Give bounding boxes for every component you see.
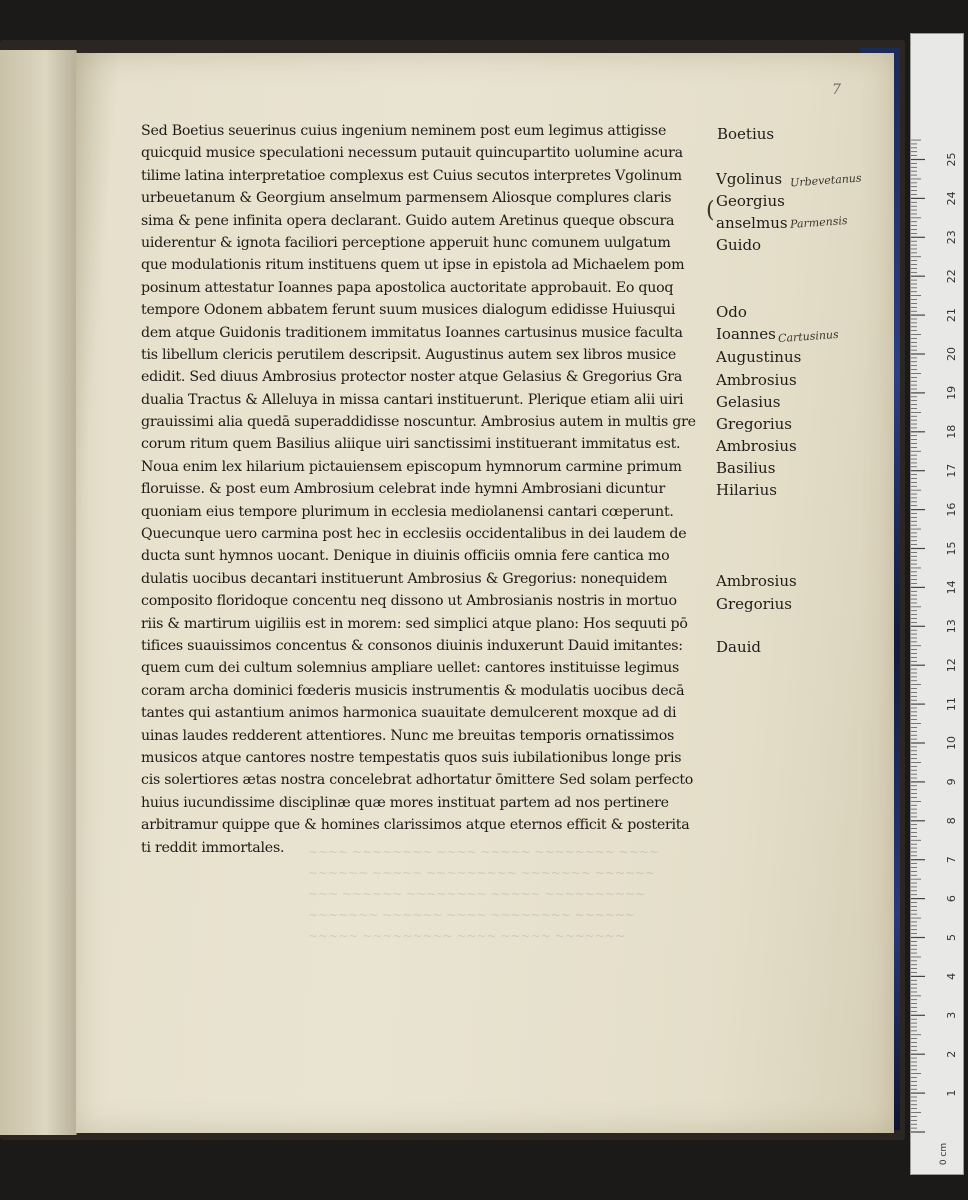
text-line: floruisse. & post eum Ambrosium celebrat inde hymni Ambrosiani dicuntur [141,481,666,498]
text-line: Noua enim lex hilarium pictauiensem episcopum hymnorum carmine primum [141,458,682,475]
text-line: tantes qui astantium animos harmonica suauitate demulcerent moxque ad di [141,705,677,722]
margin-name: Ambrosius [716,572,797,590]
ruler-number: 23 [945,230,958,245]
show-through-text: ~~~~ ~~~~~~~~ ~~~~ ~~~~~ ~~~~~~~~ ~~~~ ~~~~~~ ~~~~~ ~~~~~~~~~ ~~~~~~~ ~~~~~~ ~~~ ~~~~~~ ~~~~~~~~ ~~~~~ ~~~~~~~~~~ ~~~~~~~ ~~~~~~ ~~~~ ~~~~~~~~ ~~~~~~ ~~~~~ ~~~~~~~~~ ~~~~ ~~~~~ ~~~~~~~ [308,845,659,943]
ruler-number: 16 [945,502,958,517]
margin-name: Gregorius [716,595,792,613]
text-line: cis solertiores ætas nostra concelebrat adhortatur ōmittere Sed solam perfecto [141,772,694,789]
text-line: edidit. Sed diuus Ambrosius protector noster atque Gelasius & Gregorius Gra [141,369,683,386]
ruler-number: 25 [945,152,958,167]
text-line: quicquid musice speculationi necessum putauit quincupartito uolumine acura [141,145,683,162]
text-line: tis libellum clericis perutilem descripsit. Augustinus autem sex libros musice [141,346,676,363]
handwritten-note: Urbevetanus [789,171,862,190]
text-line: riis & martirum uigiliis est in morem: sed simplici atque plano: Hos sequuti pō [141,615,688,632]
text-line: quem cum dei cultum solemnius ampliare uellet: cantores instituisse legimus [141,660,680,677]
margin-name: Augustinus [716,348,802,366]
text-line: Sed Boetius seuerinus cuius ingenium neminem post eum legimus attigisse [141,123,667,139]
text-line: huius iucundissime disciplinæ quæ mores instituat partem ad nos pertinere [141,794,669,811]
text-line: quoniam eius tempore plurimum in ecclesia mediolanensi cantari cœperunt. [141,503,674,520]
ruler-number: 8 [945,817,958,825]
text-line: dualia Tractus & Alleluya in missa cantari instituerunt. Plerique etiam alii uiri [141,391,684,408]
text-line: ti reddit immortales. [141,839,285,856]
main-text [141,120,697,859]
ruler-number: 7 [945,856,958,864]
ruler-number: 2 [945,1050,958,1058]
ruler-number: 10 [945,736,958,750]
handwritten-note: Cartusinus [777,327,840,346]
text-line: ducta sunt hymnos uocant. Denique in diuinis officiis omnia fere cantica mo [141,548,670,565]
text-line: urbeuetanum & Georgium anselmum parmensem Aliosque complures claris [141,190,672,207]
ruler-number: 22 [945,269,958,284]
ruler-number: 14 [945,580,958,595]
ruler-unit-label: 0 cm [939,1142,950,1166]
text-line: posinum attestatur Ioannes papa apostolica auctoritate approbauit. Eo quoq [141,279,674,296]
margin-name: Dauid [716,638,762,656]
margin-name: Georgius [716,192,785,210]
margin-name: Gregorius [716,415,792,433]
margin-name: Boetius [717,125,775,143]
text-line: Quecunque uero carmina post hec in ecclesiis occidentalibus in dei laudem de [141,526,687,543]
folio-number: 7 [832,82,841,98]
text-line: uiderentur & ignota faciliori perceptione apperuit hunc comunem uulgatum [141,234,671,251]
text-line: tempore Odonem abbatem ferunt suum musices dialogum edidisse Huiusqui [141,302,676,319]
text-line: sima & pene infinita opera declarant. Guido autem Aretinus queque obscura [141,212,675,229]
ruler-number: 17 [945,463,958,478]
text-line: tifices suauissimos concentus & consonos diuinis induxerunt Dauid imitantes: [141,637,683,654]
margin-name: anselmus [716,214,788,232]
ruler-number: 19 [945,385,958,400]
text-line: grauissimi alia quedā superaddidisse noscuntur. Ambrosius autem in multis gre [141,414,696,431]
margin-name: Ambrosius [716,371,797,389]
ruler-number: 1 [945,1089,958,1097]
ruler-number: 5 [945,934,958,941]
margin-name: Gelasius [716,393,781,411]
ruler-scale [911,34,963,1174]
ruler-number: 3 [945,1011,958,1019]
ruler-number: 20 [945,347,958,361]
text-line: musicos atque cantores nostre tempestatis quos suis iubilationibus longe pris [141,749,682,766]
text-line: dulatis uocibus decantari instituerunt Ambrosius & Gregorius: nonequidem [141,570,668,587]
ruler-number: 9 [945,778,958,786]
ruler-number: 15 [945,541,958,556]
text-line: arbitramur quippe que & homines clarissimos atque eternos efficit & posterita [141,817,690,834]
ruler-number: 6 [945,895,958,903]
margin-name: Basilius [716,459,776,477]
ruler-number: 12 [945,658,958,673]
ruler-number: 24 [945,191,958,206]
ruler-number: 18 [945,424,958,439]
text-line: uinas laudes redderent attentiores. Nunc me breuitas temporis ornatissimos [141,727,675,744]
margin-name: Vgolinus [716,170,783,188]
text-line: composito floridoque concentu neq dissono ut Ambrosianis nostris in mortuo [141,593,677,610]
margin-name: Guido [716,236,762,254]
text-line: corum ritum quem Basilius aliique uiri sanctissimi instituerant immitatus est. [141,436,681,453]
measuring-ruler [910,33,964,1175]
margin-name: Ambrosius [716,437,797,455]
handwritten-note: Parmensis [789,214,848,231]
ruler-number: 11 [945,697,958,712]
text-line: tilime latina interpretatioe complexus est Cuius secutos interpretes Vgolinum [141,167,682,184]
handwritten-bracket: ( [706,198,715,223]
margin-name: Odo [716,303,747,321]
text-line: que modulationis ritum instituens quem ut ipse in epistola ad Michaelem pom [141,257,685,274]
margin-name: Hilarius [716,481,777,499]
margin-name: Ioannes [716,325,776,343]
text-line: coram archa dominici fœderis musicis instrumentis & modulatis uocibus decā [141,682,685,699]
facing-page-edge [0,50,77,1135]
ruler-number: 4 [945,972,958,980]
text-line: dem atque Guidonis traditionem immitatus Ioannes cartusinus musice faculta [141,324,683,341]
ruler-number: 21 [945,308,958,323]
ruler-number: 13 [945,619,958,634]
